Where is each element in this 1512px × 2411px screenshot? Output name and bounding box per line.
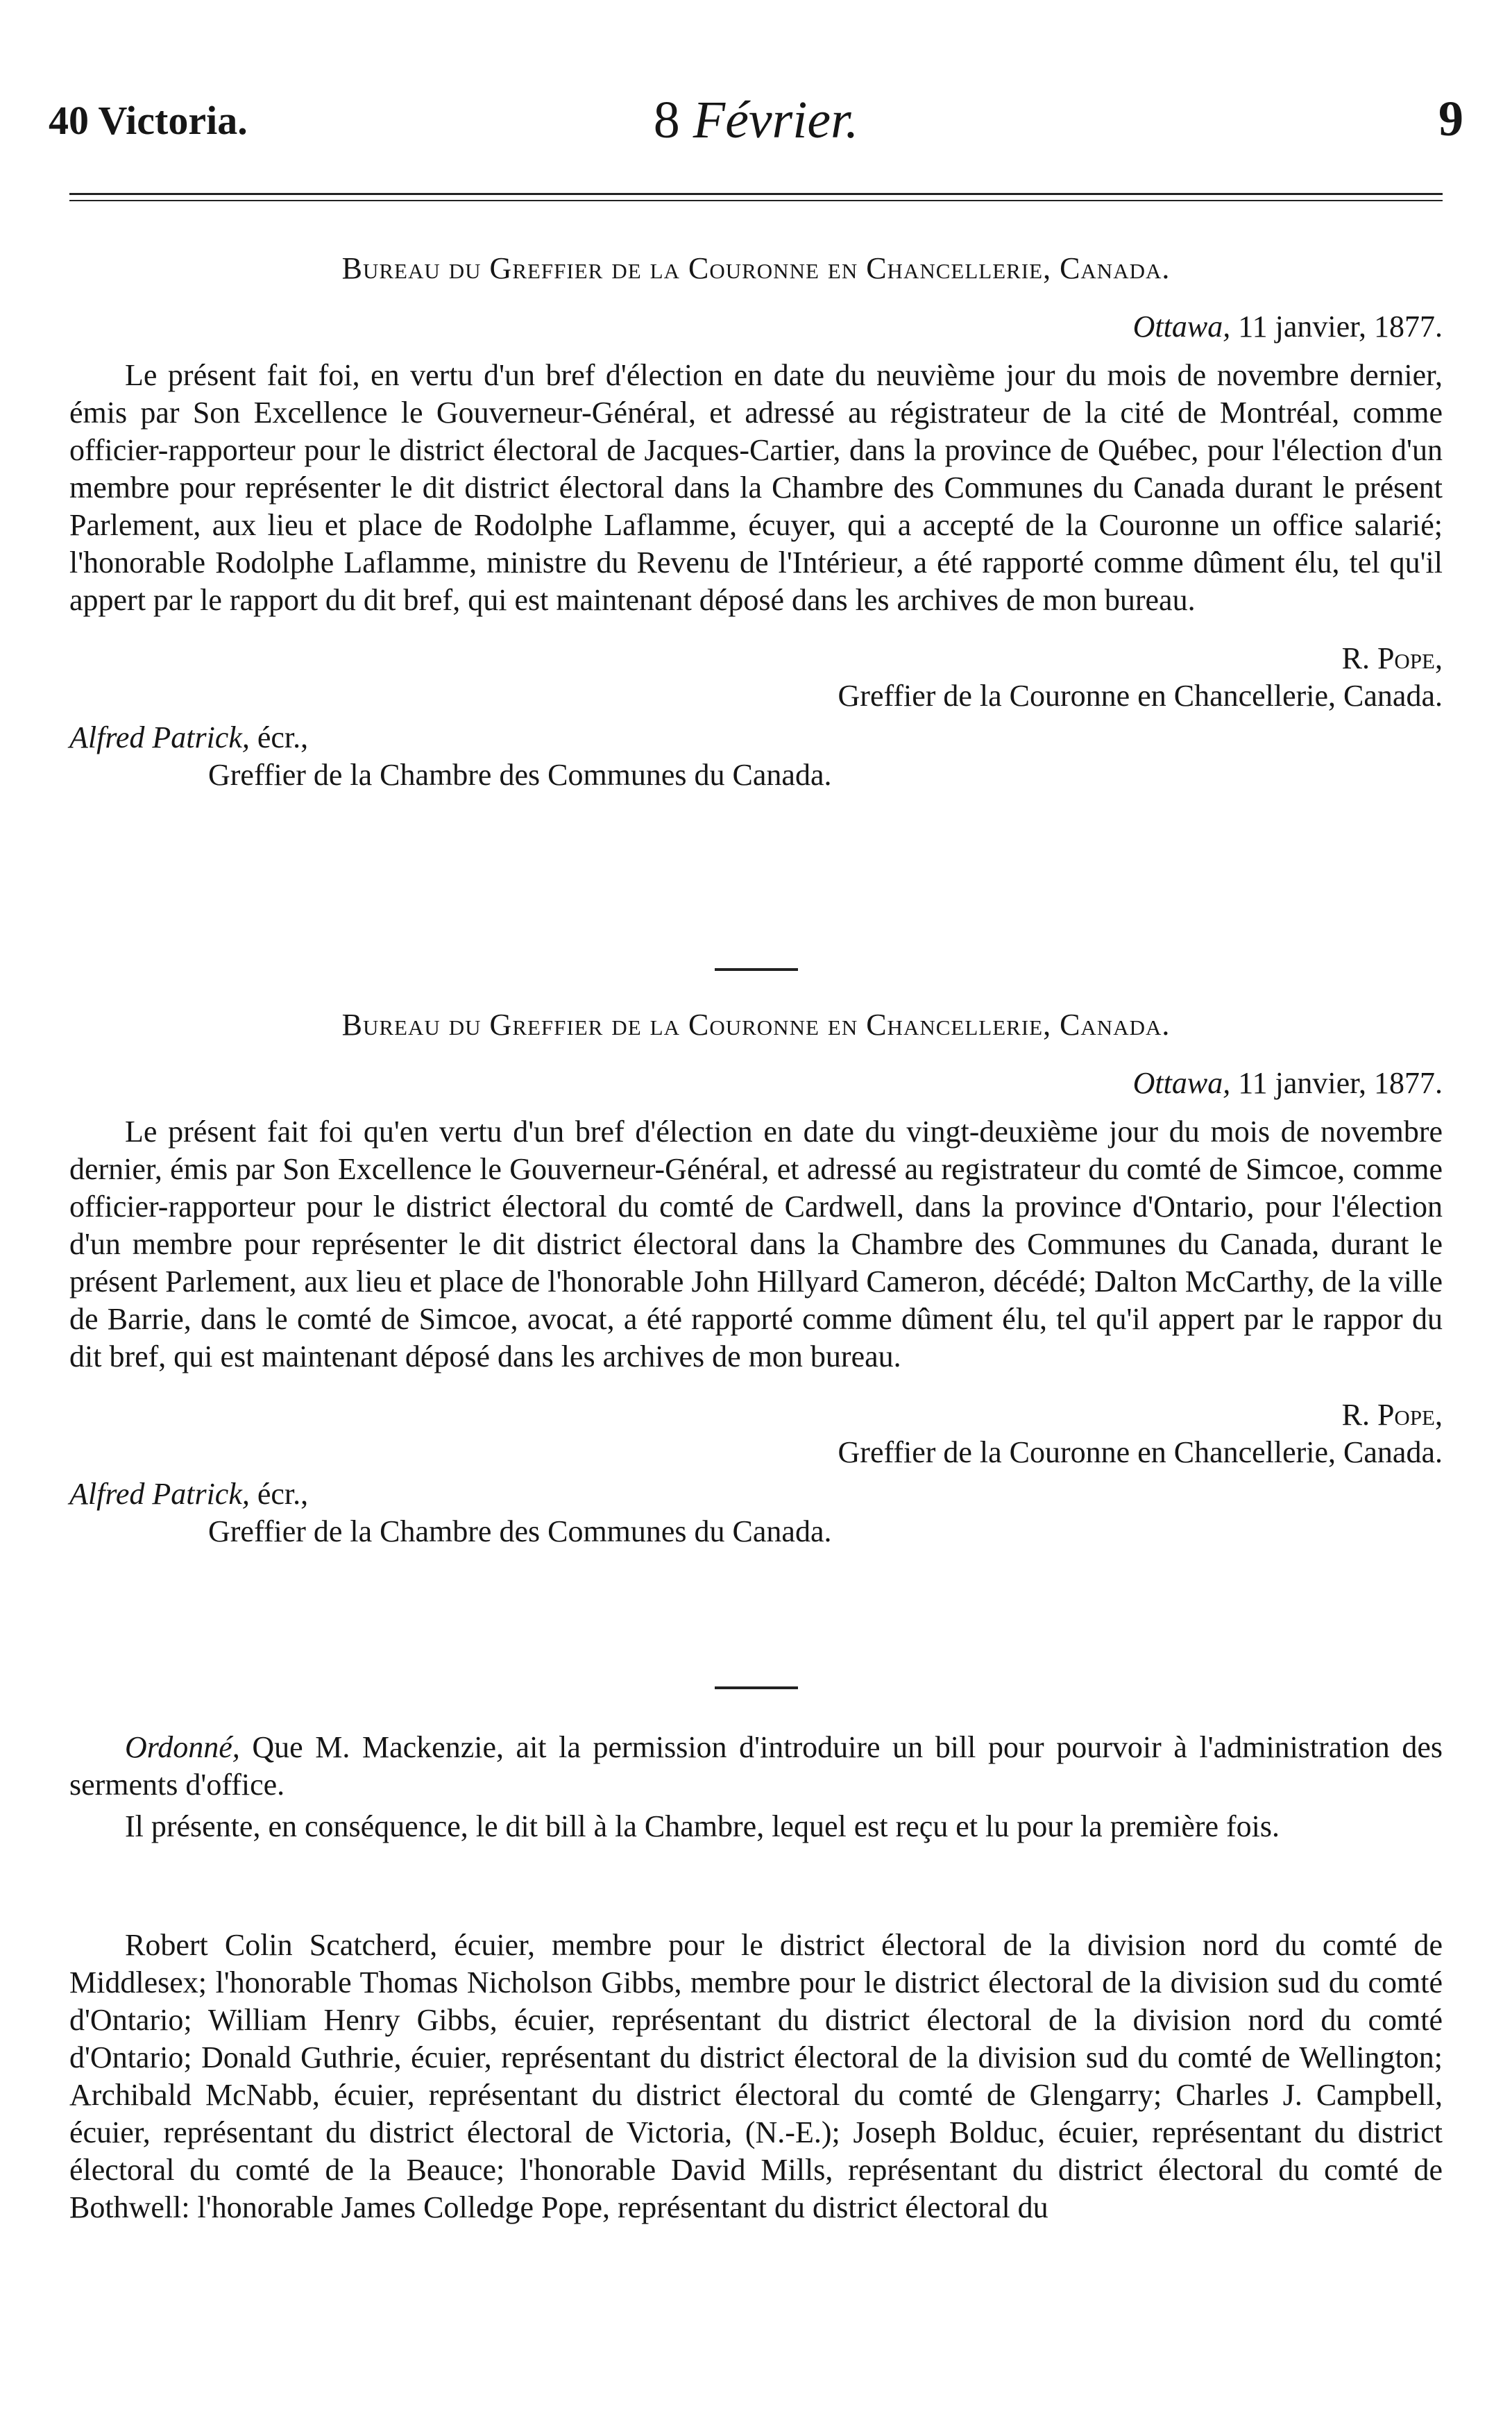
notice-1-body: Le présent fait foi, en vertu d'un bref d'élection en date du neuvième jour du mois de novembre dernier, émis par Son Excellence le Gouverneur-Général, et adressé au régistrateur de la cité de Montréal, comme officier-rapporteur pour le district électoral de Jacques-Cartier, dans la province de Québec, pour l'élection d'un membre pour représenter le dit district électoral dans la Chambre des Communes du Canada durant le présent Parlement, aux lieu et place de Rodolphe Laflamme, écuyer, qui a accepté de la Couronne un office salarié; l'honorable Rodolphe Laflamme, ministre du Revenu de l'Intérieur, a été rapporté comme dûment élu, tel qu'il appert par le rapport du dit bref, qui est maintenant déposé dans les archives de mon bureau.: [69, 358, 1443, 617]
notice-2-addressee-suffix: écr.,: [257, 1477, 309, 1511]
regnal-year: 40 Victoria.: [49, 98, 248, 143]
notice-2-signer-title: Greffier de la Couronne en Chancellerie, Canada.: [838, 1435, 1443, 1469]
notice-1-dateline: [69, 308, 1443, 346]
notice-1-addressee: [69, 719, 1443, 794]
notice-2-signer: R. Pope,: [1341, 1398, 1443, 1432]
members-paragraph: Robert Colin Scatcherd, écuier, membre pour le district électoral de la division nord du comté de Middlesex; l'honorable Thomas Nicholson Gibbs, membre pour le district électoral de la division sud du comté d'Ontario; William Henry Gibbs, écuier, représentant du district électoral de la division nord du comté d'Ontario; Donald Guthrie, écuier, représentant du district électoral de la division sud du comté de Wellington; Archibald McNabb, écuier, représentant du district électoral du comté de Glengarry; Charles J. Campbell, écuier, représentant du district électoral de Victoria, (N.-E.); Joseph Bolduc, écuier, représentant du district électoral du comté de la Beauce; l'honorable David Mills, représentant du district électoral du comté de Bothwell: l'honorable James Colledge Pope, représentant du district électoral du: [69, 1928, 1443, 2224]
notice-1-place: Ottawa,: [1132, 310, 1231, 344]
date-day: 8: [653, 91, 680, 149]
notice-1-signature: [69, 640, 1443, 715]
order-paragraph: [69, 1729, 1443, 1804]
section-divider-2: [715, 1686, 798, 1689]
section-divider-1: [715, 968, 798, 971]
notice-2: [69, 1006, 1443, 1550]
notice-2-addressee: [69, 1475, 1443, 1550]
notice-2-date: 11 janvier, 1877.: [1238, 1066, 1443, 1100]
date-month: Février.: [693, 91, 859, 149]
notice-1: [69, 250, 1443, 794]
page-date: [49, 90, 1463, 151]
notice-2-addressee-name: Alfred Patrick,: [69, 1477, 250, 1511]
notice-1-addressee-title: Greffier de la Chambre des Communes du Canada.: [208, 758, 832, 792]
page-number: 9: [1438, 91, 1463, 146]
order-text: Que M. Mackenzie, ait la permission d'introduire un bill pour pourvoir à l'administration des serments d'office.: [69, 1730, 1443, 1802]
header-rule-top: [69, 193, 1443, 195]
notice-2-office: Bureau du Greffier de la Couronne en Chancellerie, Canada.: [341, 1008, 1171, 1042]
header-rule-bottom: [69, 200, 1443, 201]
notice-1-signer-title: Greffier de la Couronne en Chancellerie, Canada.: [838, 679, 1443, 713]
order-section: [69, 1718, 1443, 1845]
order-second-paragraph: Il présente, en conséquence, le dit bill à la Chambre, lequel est reçu et lu pour la première fois.: [125, 1809, 1280, 1843]
order-lead: Ordonné,: [125, 1730, 240, 1764]
notice-1-signer: R. Pope,: [1341, 641, 1443, 675]
notice-2-body: Le présent fait foi qu'en vertu d'un bref d'élection en date du vingt-deuxième jour du mois de novembre dernier, émis par Son Excellence le Gouverneur-Général, et adressé au registrateur du comté de Simcoe, comme officier-rapporteur pour le district électoral du comté de Cardwell, dans la province d'Ontario, pour l'élection d'un membre pour représenter le dit district électoral dans la Chambre des Communes du Canada, durant le présent Parlement, aux lieu et place de l'honorable John Hillyard Cameron, décédé; Dalton McCarthy, de la ville de Barrie, dans le comté de Simcoe, avocat, a été rapporté comme dûment élu, tel qu'il appert par le rappor du dit bref, qui est maintenant déposé dans les archives de mon bureau.: [69, 1115, 1443, 1373]
notice-2-addressee-title: Greffier de la Chambre des Communes du Canada.: [208, 1514, 832, 1548]
notice-2-dateline: [69, 1065, 1443, 1102]
notice-1-date: 11 janvier, 1877.: [1238, 310, 1443, 344]
notice-1-office: Bureau du Greffier de la Couronne en Chancellerie, Canada.: [341, 251, 1171, 285]
notice-1-addressee-name: Alfred Patrick,: [69, 720, 250, 754]
notice-1-addressee-suffix: écr.,: [257, 720, 309, 754]
members-section: [69, 1915, 1443, 2226]
notice-2-place: Ottawa,: [1132, 1066, 1231, 1100]
page-header: [49, 90, 1463, 149]
notice-2-signature: [69, 1396, 1443, 1471]
